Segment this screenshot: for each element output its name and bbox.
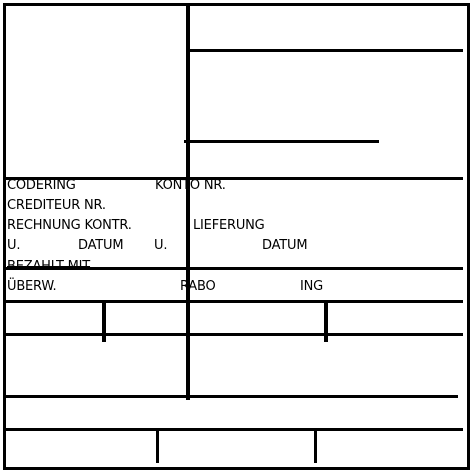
rule-lower-2 (6, 395, 458, 398)
upper-right-line-2 (184, 140, 379, 143)
center-vertical-divider (186, 6, 190, 400)
rule-lower-3 (6, 428, 463, 431)
rule-lower-1 (6, 333, 463, 336)
codering-label: CODERING (7, 178, 76, 193)
bottom-tick-right (314, 430, 317, 463)
frame-left (3, 3, 6, 470)
datum-label-left: DATUM (78, 238, 124, 253)
u-label-left: U. (7, 238, 21, 253)
tick-left (102, 300, 106, 342)
bottom-tick-left (156, 430, 159, 463)
rechnung-kontr-label: RECHNUNG KONTR. (7, 218, 132, 233)
upper-right-line-1 (188, 49, 463, 52)
tick-right (324, 300, 328, 342)
ing-label: ING (300, 279, 324, 294)
lieferung-label: LIEFERUNG (193, 218, 265, 233)
konto-nr-label: KONTO NR. (155, 178, 226, 193)
rabo-label: RABO (180, 279, 216, 294)
crediteur-nr-label: CREDITEUR NR. (7, 198, 106, 213)
uberw-label: ÜBERW. (7, 279, 57, 294)
datum-label-right: DATUM (262, 238, 308, 253)
frame-top (3, 3, 470, 6)
frame-bottom (3, 467, 470, 470)
rule-below-bank-row (6, 300, 463, 303)
frame-right (467, 3, 470, 470)
bezahlt-mit-label: BEZAHLT MIT (7, 259, 91, 274)
u-label-right: U. (154, 238, 168, 253)
